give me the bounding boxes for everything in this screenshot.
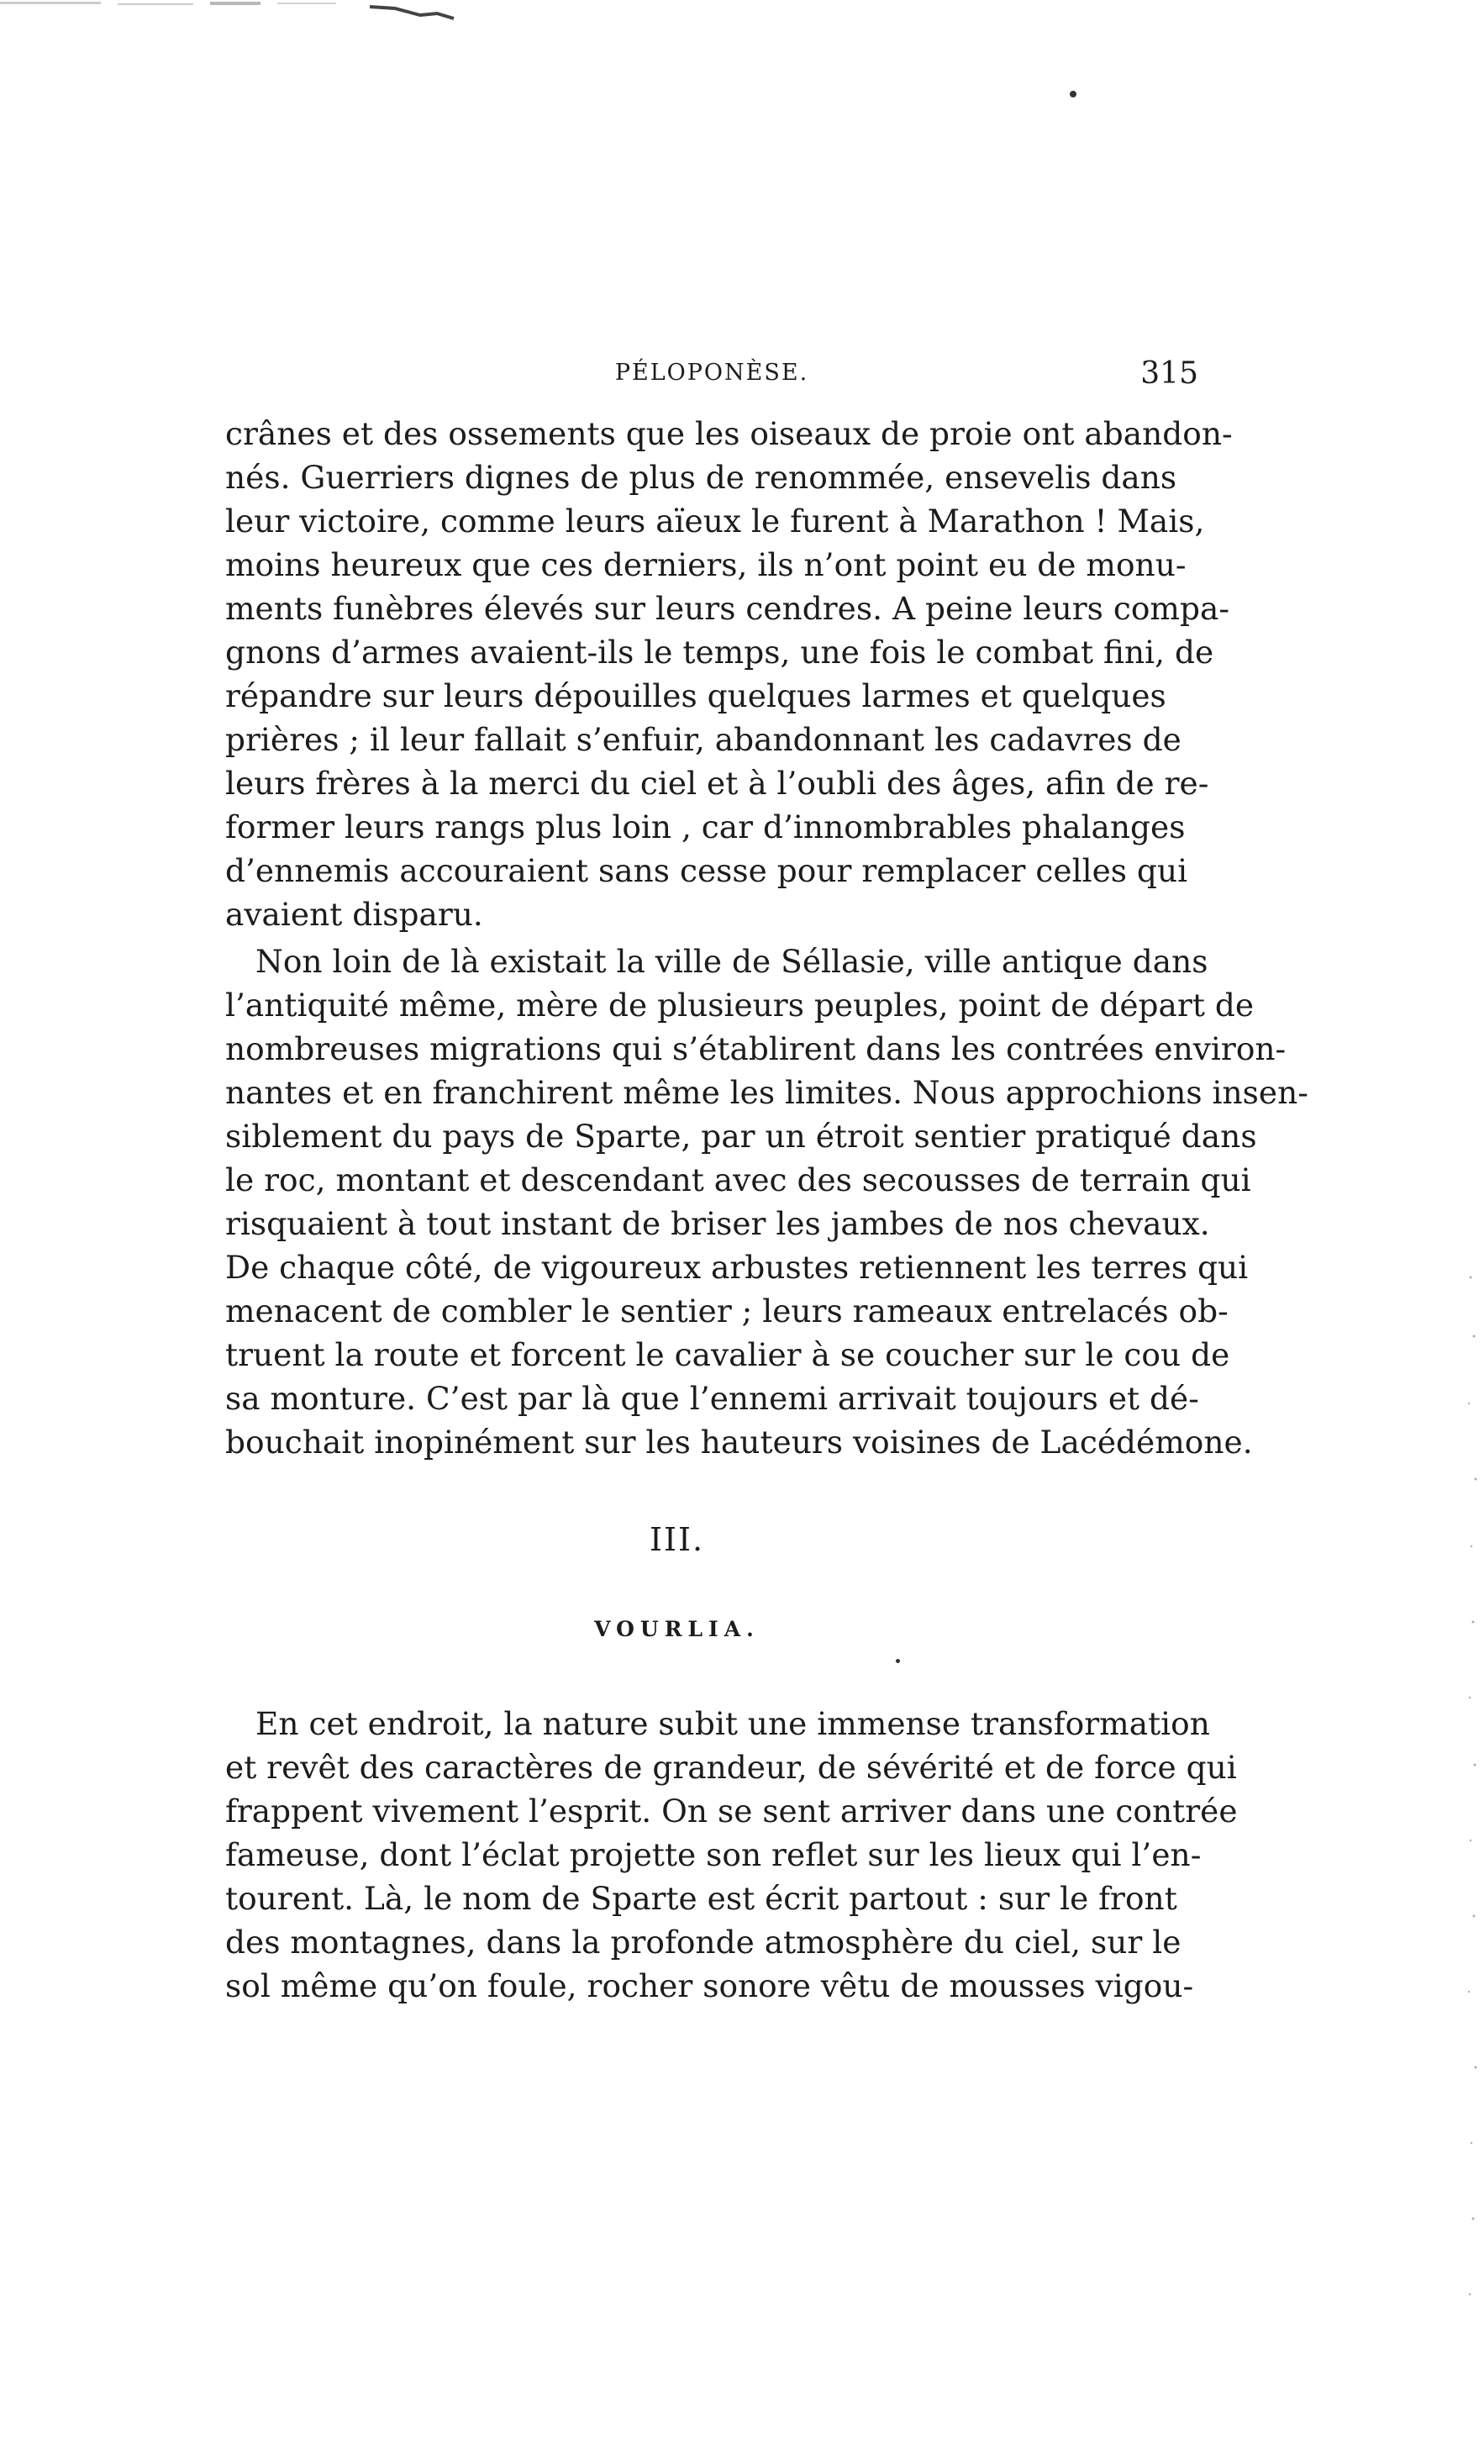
page-header — [225, 356, 1198, 402]
text-line: crânes et des ossements que les oiseaux de proie ont abandon- — [225, 415, 1233, 452]
text-line: bouchait inopinément sur les hauteurs voisines de Lacédémone. — [225, 1424, 1253, 1461]
scan-speck — [1070, 91, 1076, 97]
text-line: De chaque côté, de vigoureux arbustes retiennent les terres qui — [225, 1249, 1249, 1286]
text-line: menacent de combler le sentier ; leurs rameaux entrelacés ob- — [225, 1293, 1229, 1329]
text-line: répandre sur leurs dépouilles quelques larmes et quelques — [225, 677, 1166, 714]
text-line: siblement du pays de Sparte, par un étroit sentier pratiqué dans — [225, 1118, 1257, 1155]
page-number: 315 — [1140, 356, 1198, 391]
text-line: sa monture. C’est par là que l’ennemi arrivait toujours et dé- — [225, 1380, 1199, 1417]
text-line: Non loin de là existait la ville de Séllasie, ville antique dans — [255, 943, 1208, 980]
text-line: gnons d’armes avaient-ils le temps, une fois le combat fini, de — [225, 634, 1214, 671]
text-line: nés. Guerriers dignes de plus de renommée, ensevelis dans — [225, 459, 1177, 496]
text-line: prières ; il leur fallait s’enfuir, abandonnant les cadavres de — [225, 721, 1181, 758]
text-line: le roc, montant et descendant avec des secousses de terrain qui — [225, 1161, 1251, 1198]
text-line: nombreuses migrations qui s’établirent dans les contrées environ- — [225, 1030, 1287, 1067]
text-line: fameuse, dont l’éclat projette son reflet sur les lieux qui l’en- — [225, 1836, 1202, 1873]
text-line: leurs frères à la merci du ciel et à l’oubli des âges, afin de re- — [225, 765, 1209, 802]
running-head: PÉLOPONÈSE. — [614, 360, 809, 386]
text-line: frappent vivement l’esprit. On se sent arriver dans une contrée — [225, 1793, 1238, 1830]
scan-noise-edge — [1459, 1261, 1484, 2353]
text-line: moins heureux que ces derniers, ils n’ont point eu de monu- — [225, 546, 1187, 583]
text-line: former leurs rangs plus loin , car d’innombrables phalanges — [225, 808, 1186, 845]
text-line: l’antiquité même, mère de plusieurs peuples, point de départ de — [225, 987, 1255, 1024]
text-line: et revêt des caractères de grandeur, de sévérité et de force qui — [225, 1749, 1237, 1786]
text-line: risquaient à tout instant de briser les jambes de nos chevaux. — [225, 1205, 1210, 1242]
paragraph-3 — [225, 1702, 1238, 2008]
paragraph-2 — [225, 940, 1308, 1464]
text-line: En cet endroit, la nature subit une immense transformation — [255, 1705, 1210, 1742]
text-line: nantes et en franchirent même les limites. Nous approchions insen- — [225, 1074, 1308, 1111]
text-line: d’ennemis accouraient sans cesse pour remplacer celles qui — [225, 852, 1188, 889]
scan-noise-top — [0, 0, 504, 29]
section-number: III. — [649, 1521, 705, 1558]
text-line: truent la route et forcent le cavalier à se coucher sur le cou de — [225, 1336, 1230, 1373]
scan-speck — [896, 1659, 900, 1663]
text-line: leur victoire, comme leurs aïeux le furent à Marathon ! Mais, — [225, 503, 1205, 540]
paragraph-1 — [225, 412, 1233, 936]
text-line: des montagnes, dans la profonde atmosphère du ciel, sur le — [225, 1924, 1181, 1961]
text-line: ments funèbres élevés sur leurs cendres. A peine leurs compa- — [225, 590, 1230, 627]
section-title: VOURLIA. — [594, 1617, 760, 1641]
text-line: tourent. Là, le nom de Sparte est écrit partout : sur le front — [225, 1880, 1177, 1917]
text-line: avaient disparu. — [225, 896, 483, 933]
text-line: sol même qu’on foule, rocher sonore vêtu de mousses vigou- — [225, 1967, 1194, 2004]
